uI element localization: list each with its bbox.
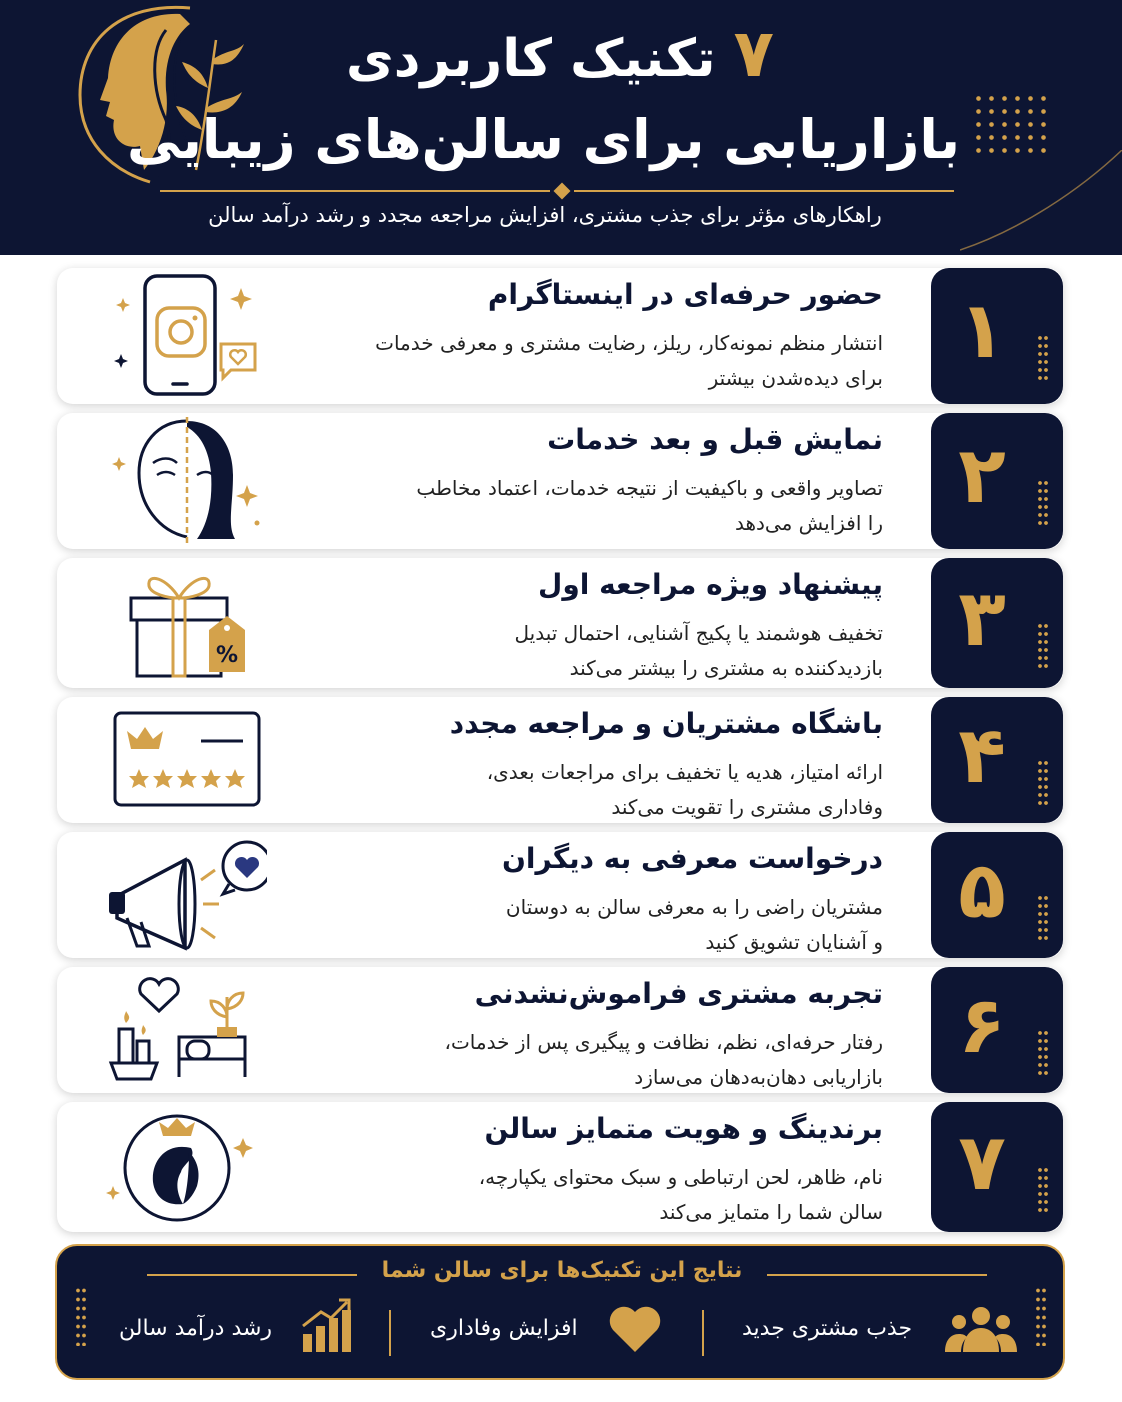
technique-number: ۴ xyxy=(958,711,1006,801)
gift-discount-icon xyxy=(97,558,267,688)
main-title-line2: بازاریابی برای سالن‌های زیبایی xyxy=(126,108,960,171)
technique-card-6 xyxy=(57,967,1063,1093)
footer-divider-right xyxy=(767,1274,987,1276)
technique-card-5 xyxy=(57,832,1063,958)
footer-title: نتایج این تکنیک‌ها برای سالن شما xyxy=(381,1258,743,1283)
technique-number-badge xyxy=(931,268,1063,404)
desc-line: ارائه امتیاز، هدیه یا تخفیف برای مراجعات بعدی، xyxy=(486,760,883,784)
desc-line: بازاریابی دهان‌به‌دهان می‌سازد xyxy=(634,1065,883,1089)
badge-dots xyxy=(1037,1029,1049,1075)
badge-dots xyxy=(1037,1166,1049,1212)
desc-line: رفتار حرفه‌ای، نظم، نظافت و پیگیری پس از خدمات، xyxy=(444,1030,883,1054)
header-banner xyxy=(0,0,1122,255)
technique-card-4 xyxy=(57,697,1063,823)
technique-description xyxy=(323,755,883,825)
technique-description xyxy=(323,326,883,396)
footer-separator xyxy=(702,1310,704,1356)
main-title-line1 xyxy=(300,14,820,99)
technique-description xyxy=(323,616,883,686)
desc-line: نام، ظاهر، لحن ارتباطی و سبک محتوای یکپارچه، xyxy=(478,1165,883,1189)
desc-line: وفاداری مشتری را تقویت می‌کند xyxy=(611,795,883,819)
technique-card-1 xyxy=(57,268,1063,404)
footer-separator xyxy=(389,1310,391,1356)
desc-line: را افزایش می‌دهد xyxy=(734,511,883,535)
desc-line: انتشار منظم نمونه‌کار، ریلز، رضایت مشتری و معرفی خدمات xyxy=(375,331,883,355)
svg-text:%: % xyxy=(215,643,239,668)
growth-chart-icon xyxy=(299,1296,355,1354)
instagram-phone-icon xyxy=(97,268,267,404)
technique-number-badge xyxy=(931,832,1063,958)
technique-number: ۷ xyxy=(958,1118,1006,1208)
footer-divider-left xyxy=(147,1274,357,1276)
technique-number: ۱ xyxy=(958,286,1006,376)
technique-description xyxy=(323,1025,883,1095)
spa-relax-icon xyxy=(97,967,267,1093)
badge-dots xyxy=(1037,759,1049,805)
result-new-customers: جذب مشتری جدید xyxy=(742,1316,913,1341)
desc-line: سالن شما را متمایز می‌کند xyxy=(659,1200,883,1224)
divider-diamond-icon xyxy=(554,183,571,200)
desc-line: بازدیدکننده به مشتری را بیشتر می‌کند xyxy=(569,656,883,680)
results-footer xyxy=(55,1244,1065,1380)
technique-title: باشگاه مشتریان و مراجعه مجدد xyxy=(449,707,883,740)
technique-number: ۲ xyxy=(958,431,1006,521)
badge-dots xyxy=(1037,479,1049,525)
megaphone-heart-icon xyxy=(97,832,267,958)
technique-card-2 xyxy=(57,413,1063,549)
technique-number-badge xyxy=(931,697,1063,823)
technique-number-badge xyxy=(931,558,1063,688)
result-loyalty: افزایش وفاداری xyxy=(430,1316,578,1341)
technique-number-badge xyxy=(931,967,1063,1093)
decorative-dot-grid xyxy=(972,92,1050,154)
desc-line: و آشنایان تشویق کنید xyxy=(705,930,883,954)
technique-title: نمایش قبل و بعد خدمات xyxy=(547,423,883,456)
heart-icon xyxy=(607,1304,663,1354)
desc-line: تصاویر واقعی و باکیفیت از نتیجه خدمات، اعتماد مخاطب xyxy=(416,476,883,500)
title-number: ۷ xyxy=(733,15,774,92)
technique-description xyxy=(323,890,883,960)
footer-dots-left xyxy=(75,1286,87,1346)
technique-title: برندینگ و هویت متمایز سالن xyxy=(484,1112,883,1145)
header-divider-right xyxy=(574,190,954,192)
technique-number: ۵ xyxy=(958,846,1006,936)
footer-dots-right xyxy=(1035,1286,1047,1346)
brand-logo-icon xyxy=(97,1102,267,1232)
badge-dots xyxy=(1037,622,1049,668)
header-subtitle: راهکارهای مؤثر برای جذب مشتری، افزایش مراجعه مجدد و رشد درآمد سالن xyxy=(208,203,882,227)
badge-dots xyxy=(1037,894,1049,940)
technique-number: ۳ xyxy=(958,574,1006,664)
group-icon xyxy=(943,1302,1019,1354)
technique-title: تجربه مشتری فراموش‌نشدنی xyxy=(474,977,883,1010)
badge-dots xyxy=(1037,334,1049,380)
title-text: تکنیک کاربردی xyxy=(346,29,716,89)
technique-card-7 xyxy=(57,1102,1063,1232)
technique-number: ۶ xyxy=(958,981,1006,1071)
technique-card-3 xyxy=(57,558,1063,688)
technique-description xyxy=(323,471,883,541)
technique-number-badge xyxy=(931,1102,1063,1232)
technique-title: پیشنهاد ویژه مراجعه اول xyxy=(538,568,883,601)
desc-line: تخفیف هوشمند یا پکیج آشنایی، احتمال تبدیل xyxy=(514,621,883,645)
desc-line: برای دیده‌شدن بیشتر xyxy=(708,366,883,390)
header-swirl-decoration xyxy=(960,150,1122,255)
header-divider-left xyxy=(160,190,550,192)
technique-title: حضور حرفه‌ای در اینستاگرام xyxy=(487,278,883,311)
loyalty-card-icon xyxy=(97,697,267,823)
technique-title: درخواست معرفی به دیگران xyxy=(501,842,883,875)
technique-description xyxy=(323,1160,883,1230)
technique-number-badge xyxy=(931,413,1063,549)
before-after-face-icon xyxy=(97,413,267,549)
desc-line: مشتریان راضی را به معرفی سالن به دوستان xyxy=(505,895,883,919)
result-revenue-growth: رشد درآمد سالن xyxy=(119,1316,273,1341)
